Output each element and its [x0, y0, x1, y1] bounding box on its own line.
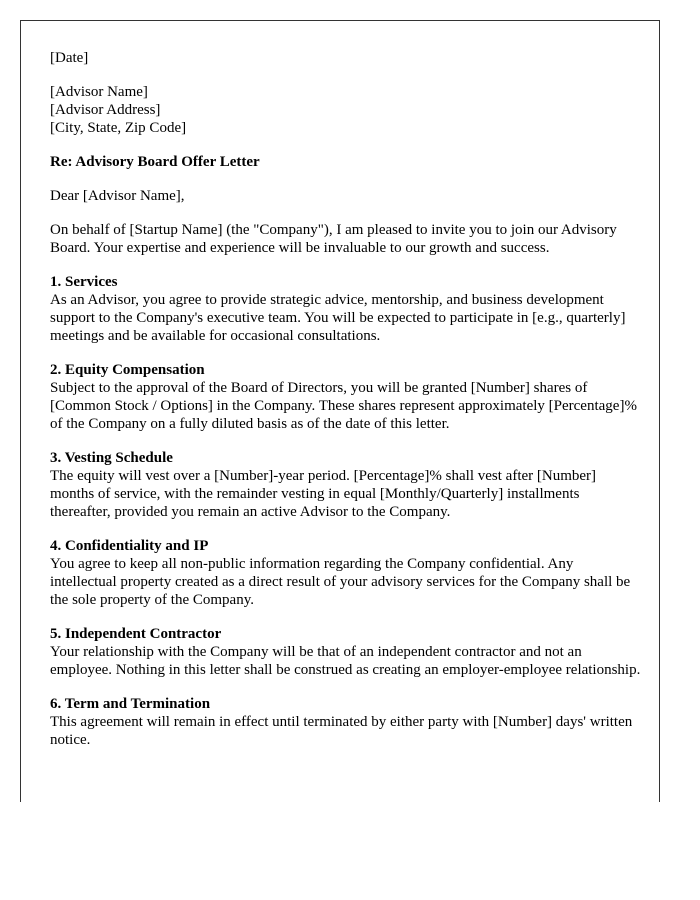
advisor-city-state-zip: [City, State, Zip Code] — [50, 120, 187, 136]
section-independent-contractor — [50, 625, 642, 679]
intro-paragraph — [50, 221, 642, 257]
section-title: 4. Confidentiality and IP — [50, 538, 209, 554]
salutation-block — [50, 187, 642, 205]
advisor-name: [Advisor Name] — [50, 84, 148, 100]
section-body: As an Advisor, you agree to provide strategic advice, mentorship, and business development support to the Company's executive team. You will be expected to participate in [e.g., quarterly] meetings and be available for occasional consultations. — [50, 292, 626, 344]
section-vesting-schedule — [50, 449, 642, 521]
letter-subject: Re: Advisory Board Offer Letter — [50, 154, 260, 170]
section-title: 3. Vesting Schedule — [50, 450, 173, 466]
section-title: 5. Independent Contractor — [50, 626, 222, 642]
recipient-address — [50, 83, 642, 137]
section-equity-compensation — [50, 361, 642, 433]
section-body: This agreement will remain in effect until terminated by either party with [Number] days' written notice. — [50, 714, 633, 748]
section-body: You agree to keep all non-public information regarding the Company confidential. Any intellectual property created as a direct result of your advisory services for the Company shall be the sole property of the Company. — [50, 556, 631, 608]
section-services — [50, 273, 642, 345]
section-body: Your relationship with the Company will be that of an independent contractor and not an employee. Nothing in this letter shall be construed as creating an employer-employee relationship. — [50, 644, 641, 678]
subject-block — [50, 153, 642, 171]
section-confidentiality-ip — [50, 537, 642, 609]
section-title: 2. Equity Compensation — [50, 362, 205, 378]
section-body: The equity will vest over a [Number]-year period. [Percentage]% shall vest after [Number] months of service, with the remainder vesting in equal [Monthly/Quarterly] installments thereafter, provided you remain an active Advisor to the Company. — [50, 468, 597, 520]
section-term-termination — [50, 695, 642, 749]
section-title: 6. Term and Termination — [50, 696, 211, 712]
advisor-address: [Advisor Address] — [50, 102, 161, 118]
date-block — [50, 49, 642, 67]
letter-salutation: Dear [Advisor Name], — [50, 188, 185, 204]
section-body: Subject to the approval of the Board of Directors, you will be granted [Number] shares of [Common Stock / Options] in the Company. These shares represent approximately [Percentage]% of the Company on a fully diluted basis as of the date of this letter. — [50, 380, 637, 432]
letter-page — [20, 20, 660, 802]
intro-text: On behalf of [Startup Name] (the "Company"), I am pleased to invite you to join our Advisory Board. Your expertise and experience will be invaluable to our growth and success. — [50, 222, 617, 256]
letter-date: [Date] — [50, 50, 89, 66]
section-title: 1. Services — [50, 274, 118, 290]
letter-content — [50, 49, 642, 765]
